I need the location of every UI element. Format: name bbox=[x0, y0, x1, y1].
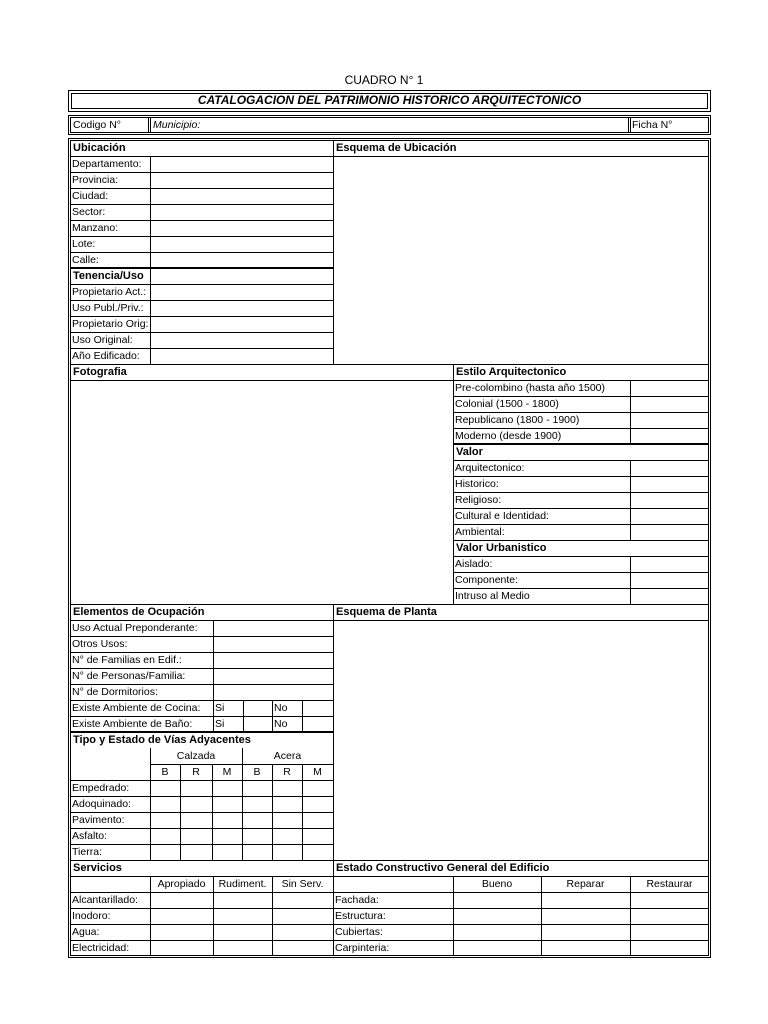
serv-inodoro: Inodoro: bbox=[72, 910, 111, 922]
field-propietario-orig: Propietario Orig: bbox=[72, 318, 149, 330]
estilo-republicano: Republicano (1800 - 1900) bbox=[455, 414, 580, 426]
valor-arquitectonico: Arquitectonico: bbox=[455, 462, 525, 474]
cuadro-label: CUADRO N° 1 bbox=[344, 73, 424, 87]
ficha-label: Ficha N° bbox=[632, 119, 673, 131]
serv-agua: Agua: bbox=[72, 926, 100, 938]
bano-no: No bbox=[274, 718, 288, 730]
via-asfalto: Asfalto: bbox=[72, 830, 108, 842]
cocina-no: No bbox=[274, 702, 288, 714]
via-pavimento: Pavimento: bbox=[72, 814, 125, 826]
esquema-planta-title: Esquema de Planta bbox=[336, 606, 437, 618]
via-empedrado: Empedrado: bbox=[72, 782, 130, 794]
field-bano: Existe Ambiente de Baño: bbox=[72, 718, 193, 730]
field-propietario-act: Propietario Act.: bbox=[72, 286, 147, 298]
field-ciudad: Ciudad: bbox=[72, 190, 109, 202]
urb-intruso: Intruso al Medio bbox=[455, 590, 530, 602]
valor-title: Valor bbox=[456, 446, 483, 458]
estilo-precolombino: Pre-colombino (hasta año 1500) bbox=[455, 382, 606, 394]
estado-estructura: Estructura: bbox=[335, 910, 386, 922]
valor-ambiental: Ambiental: bbox=[455, 526, 505, 538]
estado-col-bueno: Bueno bbox=[481, 878, 513, 890]
field-otros-usos: Otros Usos: bbox=[72, 638, 128, 650]
estado-carpinteria: Carpinteria: bbox=[335, 942, 390, 954]
estado-title: Estado Constructivo General del Edificio bbox=[336, 862, 550, 874]
vias-acera: Acera bbox=[273, 750, 302, 762]
serv-col-apropiado: Apropiado bbox=[157, 878, 206, 890]
field-uso-original: Uso Original: bbox=[72, 334, 133, 346]
field-provincia: Provincia: bbox=[72, 174, 119, 186]
cocina-si: Si bbox=[215, 702, 225, 714]
field-uso-publ-priv: Uso Publ./Priv.: bbox=[72, 302, 144, 314]
serv-col-sin-serv: Sin Serv. bbox=[281, 878, 324, 890]
field-lote: Lote: bbox=[72, 238, 96, 250]
urb-componente: Componente: bbox=[455, 574, 519, 586]
field-personas: N° de Personas/Familia: bbox=[72, 670, 186, 682]
field-sector: Sector: bbox=[72, 206, 106, 218]
estado-cubiertas: Cubiertas: bbox=[335, 926, 383, 938]
field-cocina: Existe Ambiente de Cocina: bbox=[72, 702, 201, 714]
servicios-title: Servicios bbox=[73, 862, 122, 874]
field-uso-actual: Uso Actual Preponderante: bbox=[72, 622, 198, 634]
valor-cultural: Cultural e Identidad: bbox=[455, 510, 549, 522]
ubicacion-title: Ubicación bbox=[73, 142, 126, 154]
valor-historico: Historico: bbox=[455, 478, 499, 490]
vias-title: Tipo y Estado de Vías Adyacentes bbox=[73, 734, 251, 746]
estilo-colonial: Colonial (1500 - 1800) bbox=[455, 398, 559, 410]
estado-col-reparar: Reparar bbox=[566, 878, 605, 890]
form-title: CATALOGACION DEL PATRIMONIO HISTORICO ARQUITECTONICO bbox=[197, 93, 582, 107]
fotografia-title: Fotografia bbox=[73, 366, 127, 378]
estilo-title: Estilo Arquitectonico bbox=[456, 366, 567, 378]
vias-calzada: Calzada bbox=[176, 750, 216, 762]
via-tierra: Tierra: bbox=[72, 846, 102, 858]
valor-religioso: Religioso: bbox=[455, 494, 502, 506]
field-ano-edificado: Año Edificado: bbox=[72, 350, 140, 362]
estilo-moderno: Moderno (desde 1900) bbox=[455, 430, 562, 442]
vias-col-acera-r: R bbox=[283, 766, 291, 778]
serv-col-rudiment: Rudiment. bbox=[218, 878, 267, 890]
estado-fachada: Fachada: bbox=[335, 894, 379, 906]
valor-urbanistico-title: Valor Urbanistico bbox=[456, 542, 547, 554]
field-manzano: Manzano: bbox=[72, 222, 119, 234]
municipio-label: Municipio: bbox=[153, 119, 201, 131]
tenencia-title: Tenencia/Uso bbox=[73, 270, 144, 282]
codigo-label: Codigo N° bbox=[73, 119, 121, 131]
serv-electricidad: Electricidad: bbox=[72, 942, 130, 954]
vias-col-acera-b: B bbox=[253, 766, 261, 778]
field-calle: Calle: bbox=[72, 254, 99, 266]
esquema-ubicacion-title: Esquema de Ubicación bbox=[336, 142, 457, 154]
vias-col-calzada-m: M bbox=[222, 766, 232, 778]
ocupacion-title: Elementos de Ocupación bbox=[73, 606, 205, 618]
field-dormitorios: N° de Dormitorios: bbox=[72, 686, 158, 698]
via-adoquinado: Adoquinado: bbox=[72, 798, 131, 810]
estado-col-restaurar: Restaurar bbox=[646, 878, 693, 890]
field-departamento: Departamento: bbox=[72, 158, 142, 170]
vias-col-acera-m: M bbox=[313, 766, 322, 778]
urb-aislado: Aislado: bbox=[455, 558, 493, 570]
vias-col-calzada-b: B bbox=[161, 766, 169, 778]
serv-alcantarillado: Alcantarillado: bbox=[72, 894, 138, 906]
field-familias: N° de Familias en Edif.: bbox=[72, 654, 182, 666]
vias-col-calzada-r: R bbox=[192, 766, 200, 778]
bano-si: Si bbox=[215, 718, 225, 730]
